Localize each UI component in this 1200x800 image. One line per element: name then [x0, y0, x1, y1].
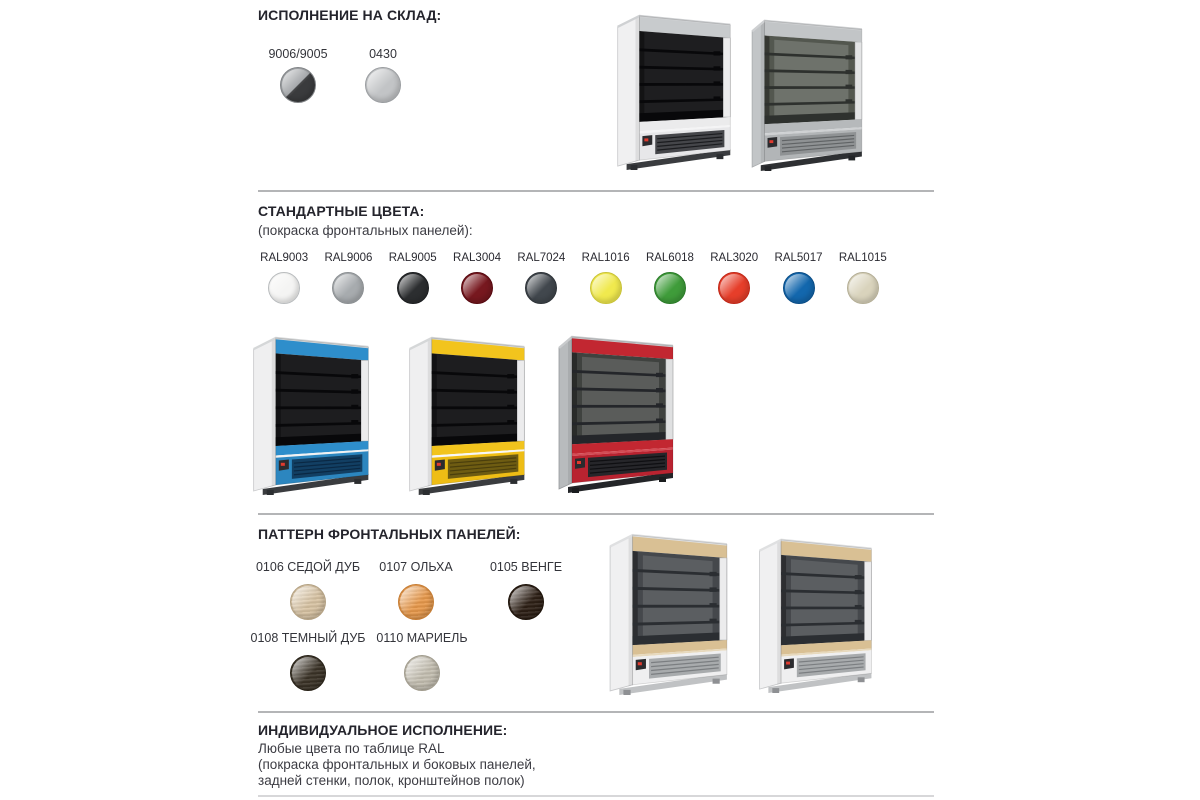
custom-section-title: ИНДИВИДУАЛЬНОЕ ИСПОЛНЕНИЕ:: [258, 722, 508, 738]
standard-colors-subtitle: (покраска фронтальных панелей):: [258, 223, 473, 238]
swatch-label: RAL1015: [838, 252, 887, 264]
stock-section-title: ИСПОЛНЕНИЕ НА СКЛАД:: [258, 7, 442, 23]
swatch-label: RAL1016: [581, 252, 630, 264]
swatch-label: RAL9005: [388, 252, 437, 264]
section-divider: [258, 711, 934, 713]
standard-colors-title: СТАНДАРТНЫЕ ЦВЕТА:: [258, 203, 425, 219]
section-divider: [258, 190, 934, 192]
color-swatch-0430: [351, 47, 415, 103]
color-swatch-ral9003: [252, 251, 316, 304]
swatch-circle: [290, 584, 326, 620]
swatch-circle: [590, 272, 622, 304]
swatch-circle: [397, 272, 429, 304]
color-swatch-ral9005: [381, 251, 445, 304]
color-swatch-0108-темный-дуб: [250, 631, 366, 691]
color-swatch-ral3004: [445, 251, 509, 304]
swatch-label: 0108 ТЕМНЫЙ ДУБ: [250, 631, 366, 645]
swatch-label: RAL3020: [710, 252, 759, 264]
swatch-label: RAL9003: [260, 252, 309, 264]
fridge-image-stock-dark: [613, 10, 735, 170]
color-swatch-0106-седой-дуб: [255, 560, 361, 620]
swatch-circle: [525, 272, 557, 304]
fridge-image-yellow: [406, 332, 528, 495]
swatch-circle: [783, 272, 815, 304]
swatch-circle: [461, 272, 493, 304]
swatch-circle: [268, 272, 300, 304]
swatch-label: 0107 ОЛЬХА: [379, 560, 453, 574]
color-swatch-ral9006: [316, 251, 380, 304]
pattern-section-title: ПАТТЕРН ФРОНТАЛЬНЫХ ПАНЕЛЕЙ:: [258, 526, 521, 542]
custom-line: задней стенки, полок, кронштейнов полок): [258, 773, 525, 789]
color-swatch-0107-ольха: [364, 560, 468, 620]
swatch-label: RAL3004: [453, 252, 502, 264]
swatch-circle: [404, 655, 440, 691]
swatch-label: 0105 ВЕНГЕ: [489, 560, 563, 574]
swatch-label: RAL9006: [324, 252, 373, 264]
swatch-label: RAL7024: [517, 252, 566, 264]
color-swatch-ral1015: [831, 251, 895, 304]
section-divider: [258, 513, 934, 515]
swatch-circle: [398, 584, 434, 620]
color-swatch-9006-9005: [263, 47, 333, 103]
color-swatch-ral5017: [766, 251, 830, 304]
color-swatch-0110-мариель: [364, 631, 480, 691]
fridge-image-red: [556, 330, 676, 494]
pattern-swatch-row-2: [250, 631, 480, 691]
pattern-swatch-row-1: [255, 560, 578, 620]
fridge-image-wood-right: [755, 534, 876, 693]
stock-swatch-row: [263, 47, 415, 103]
swatch-label: RAL5017: [774, 252, 823, 264]
color-swatch-ral6018: [638, 251, 702, 304]
swatch-label: 0110 МАРИЕЛЬ: [376, 631, 468, 645]
color-swatch-ral3020: [702, 251, 766, 304]
swatch-circle: [280, 67, 316, 103]
color-swatch-ral7024: [509, 251, 573, 304]
swatch-label: 0106 СЕДОЙ ДУБ: [255, 560, 361, 574]
swatch-circle: [290, 655, 326, 691]
custom-line: (покраска фронтальных и боковых панелей,: [258, 757, 536, 773]
color-swatch-0105-венге: [474, 560, 578, 620]
fridge-image-stock-gray: [749, 15, 865, 171]
fridge-image-blue: [250, 332, 372, 495]
ral-swatch-row: [252, 251, 895, 304]
swatch-circle: [654, 272, 686, 304]
section-divider: [258, 795, 934, 797]
color-swatch-ral1016: [573, 251, 637, 304]
swatch-label: RAL6018: [645, 252, 694, 264]
custom-line: Любые цвета по таблице RAL: [258, 741, 445, 756]
custom-section-text: [258, 741, 536, 790]
swatch-circle: [718, 272, 750, 304]
swatch-circle: [332, 272, 364, 304]
swatch-circle: [508, 584, 544, 620]
fridge-image-wood-left: [605, 529, 732, 695]
swatch-label: 9006/9005: [268, 47, 328, 61]
swatch-circle: [847, 272, 879, 304]
swatch-circle: [365, 67, 401, 103]
swatch-label: 0430: [369, 47, 397, 61]
